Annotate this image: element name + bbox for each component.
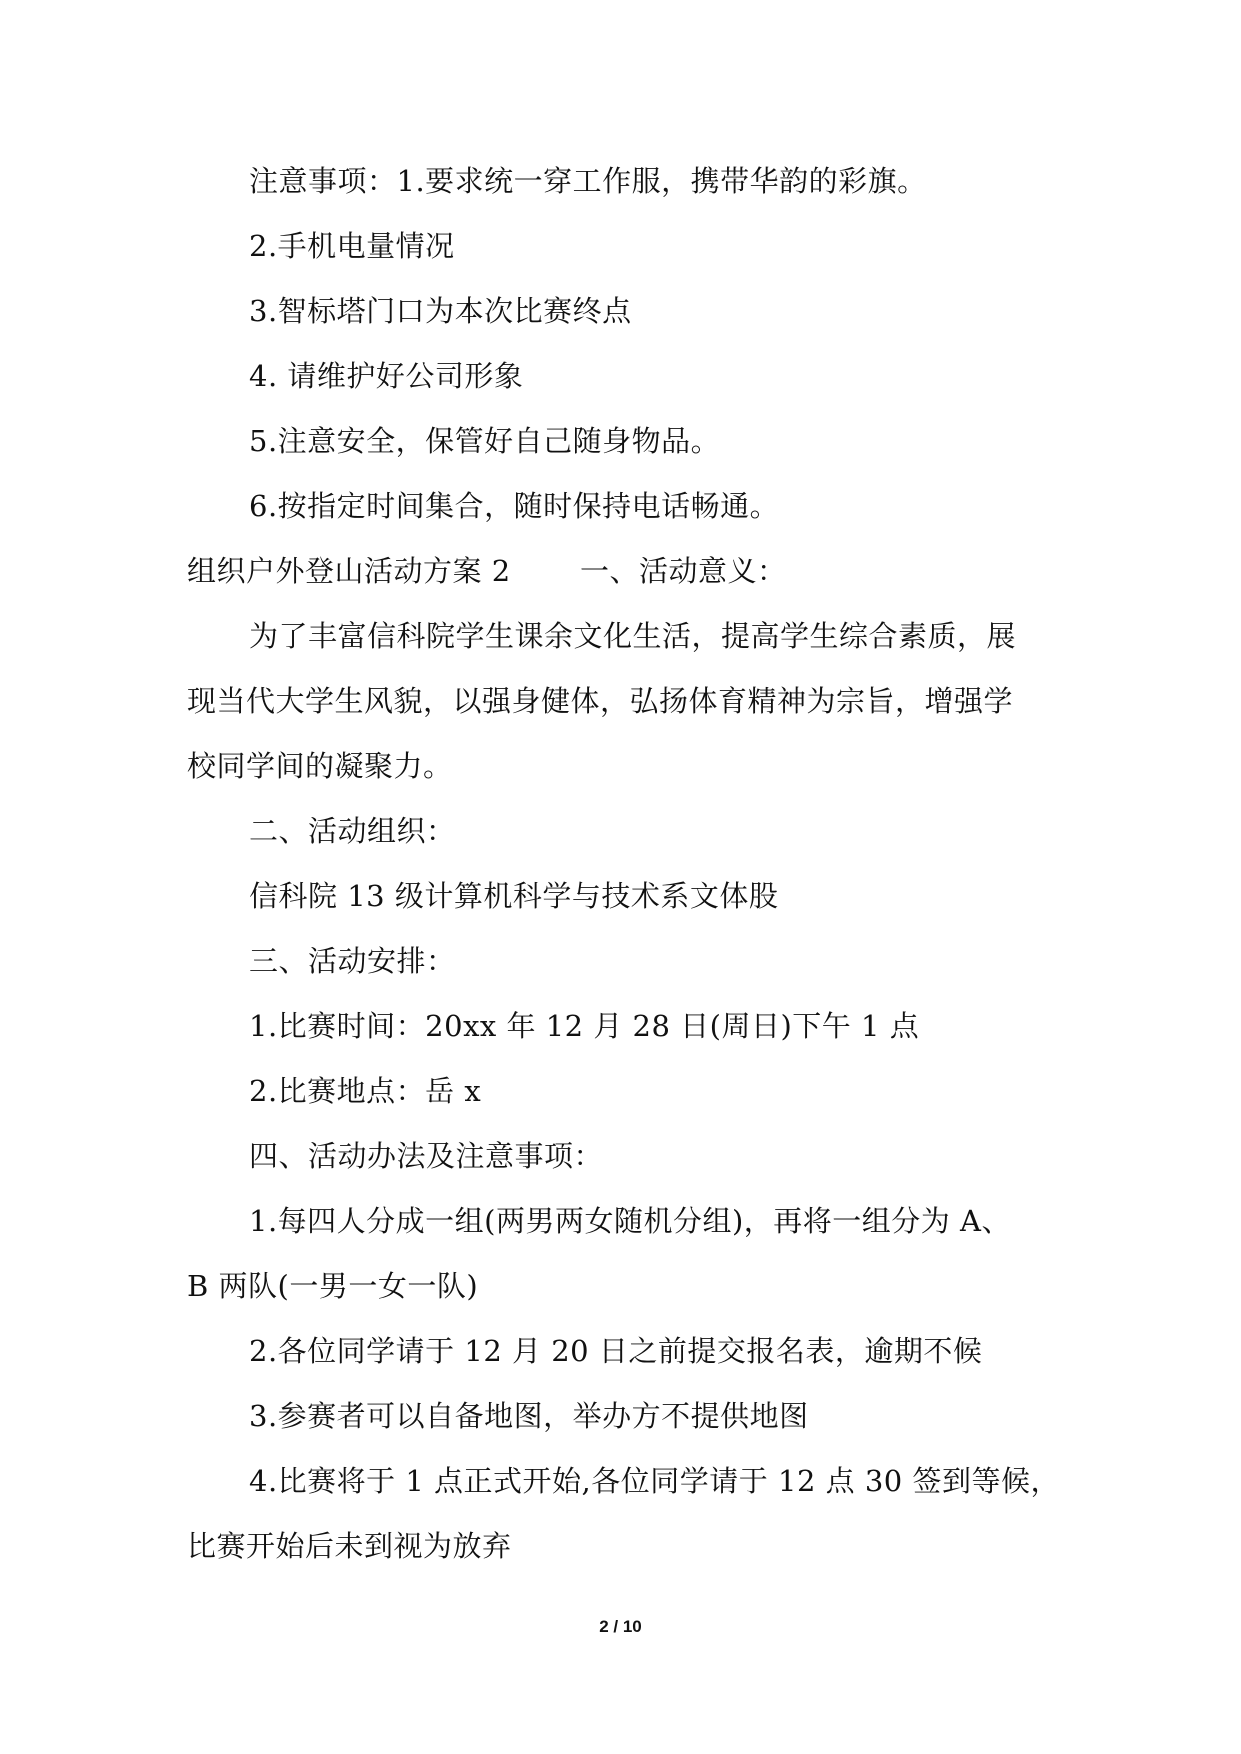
note-item-1: 注意事项：1.要求统一穿工作服，携带华韵的彩旗。 (249, 164, 927, 198)
note-item-5: 5.注意安全，保管好自己随身物品。 (249, 424, 721, 458)
method-line-1: 1.每四人分成一组(两男两女随机分组)，再将一组分为 A、 (249, 1204, 1011, 1238)
page-number: 2 / 10 (599, 1617, 642, 1636)
note-item-6: 6.按指定时间集合，随时保持电话畅通。 (249, 489, 780, 523)
arrange-time: 1.比赛时间：20xx 年 12 月 28 日(周日)下午 1 点 (249, 1009, 920, 1043)
note-item-3: 3.智标塔门口为本次比赛终点 (249, 294, 632, 328)
meaning-heading: 一、活动意义： (580, 554, 787, 588)
method-line-2: B 两队(一男一女一队) (187, 1269, 479, 1303)
arrange-heading: 三、活动安排： (249, 944, 456, 978)
method-heading: 四、活动办法及注意事项： (249, 1139, 604, 1173)
meaning-line-3: 校同学间的凝聚力。 (187, 749, 453, 783)
method-line-6: 比赛开始后未到视为放弃 (187, 1529, 512, 1563)
section-title-row (187, 551, 1187, 591)
method-line-5: 4.比赛将于 1 点正式开始,各位同学请于 12 点 30 签到等候， (249, 1464, 1060, 1498)
org-heading: 二、活动组织： (249, 814, 456, 848)
meaning-line-2: 现当代大学生风貌，以强身健体，弘扬体育精神为宗旨，增强学 (187, 684, 1014, 718)
method-line-3: 2.各位同学请于 12 月 20 日之前提交报名表，逾期不候 (249, 1334, 983, 1368)
arrange-place: 2.比赛地点：岳 x (249, 1074, 482, 1108)
note-item-4: 4. 请维护好公司形象 (249, 359, 524, 393)
org-text: 信科院 13 级计算机科学与技术系文体股 (249, 879, 779, 913)
meaning-line-1: 为了丰富信科院学生课余文化生活，提高学生综合素质，展 (249, 619, 1017, 653)
method-line-4: 3.参赛者可以自备地图，举办方不提供地图 (249, 1399, 809, 1433)
section-title: 组织户外登山活动方案 2 (187, 554, 511, 588)
note-item-2: 2.手机电量情况 (249, 229, 455, 263)
